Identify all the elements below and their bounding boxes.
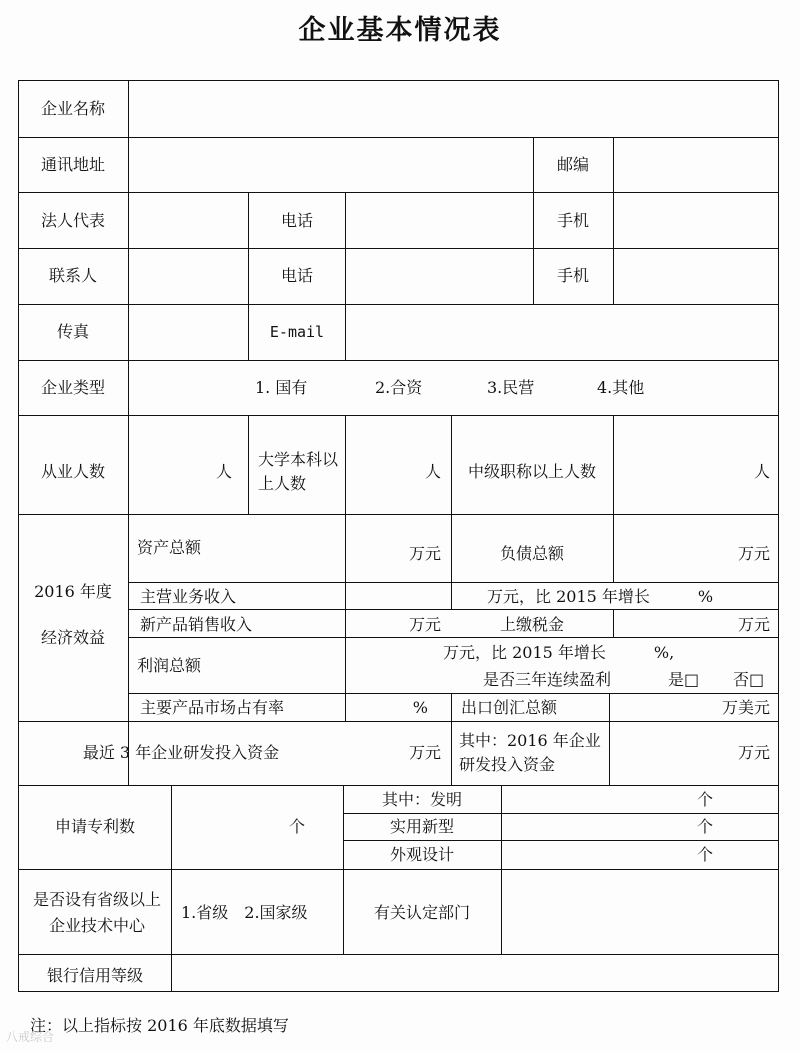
person-unit: 人 bbox=[753, 462, 770, 481]
col-divider bbox=[345, 415, 346, 514]
contact-mobile-field[interactable] bbox=[615, 250, 777, 303]
row-divider bbox=[18, 415, 779, 416]
col-divider bbox=[501, 785, 502, 954]
contact-phone-field[interactable] bbox=[347, 250, 532, 303]
row-divider bbox=[343, 840, 779, 841]
wanyuan-unit: 万元 bbox=[737, 544, 770, 563]
watermark: 八戒综合 bbox=[6, 1030, 55, 1044]
profit-3yr-label: 是否三年连续盈利 bbox=[483, 670, 612, 689]
col-divider bbox=[451, 693, 452, 785]
phone-label: 电话 bbox=[280, 266, 314, 285]
col-divider bbox=[248, 415, 249, 514]
bank-credit-field[interactable] bbox=[173, 956, 777, 990]
count-unit: 个 bbox=[696, 817, 714, 836]
profit-growth: 万元，比 2015 年增长 %, bbox=[443, 643, 675, 662]
mid-title-label: 中级职称以上人数 bbox=[467, 462, 597, 481]
person-unit: 人 bbox=[215, 462, 232, 481]
col-divider bbox=[609, 693, 610, 785]
company-type-label: 企业类型 bbox=[40, 378, 106, 397]
year-label: 2016 年度 bbox=[34, 582, 112, 601]
email-field[interactable] bbox=[347, 306, 777, 359]
address-label: 通讯地址 bbox=[40, 155, 106, 174]
count-unit: 个 bbox=[696, 845, 714, 864]
type-option-private[interactable]: 3.民营 bbox=[487, 378, 535, 397]
wanyuan-unit: 万元 bbox=[408, 544, 441, 563]
col-divider bbox=[613, 514, 614, 582]
email-label: E-mail bbox=[269, 323, 325, 341]
row-divider bbox=[128, 637, 779, 638]
col-divider bbox=[613, 415, 614, 514]
postcode-label: 邮编 bbox=[556, 155, 590, 174]
phone-label: 电话 bbox=[280, 211, 314, 230]
main-revenue-growth: 万元，比 2015 年增长 % bbox=[487, 587, 714, 606]
patent-invention-label: 其中：发明 bbox=[381, 790, 463, 809]
col-divider bbox=[533, 192, 534, 304]
col-divider bbox=[451, 415, 452, 609]
person-unit: 人 bbox=[424, 462, 441, 481]
percent-unit: % bbox=[412, 698, 428, 717]
total-liabilities-label: 负债总额 bbox=[499, 544, 565, 563]
row-divider bbox=[128, 609, 779, 610]
tech-center-label: 是否设有省级以上企业技术中心 bbox=[32, 890, 161, 935]
contact-field[interactable] bbox=[130, 250, 247, 303]
wan-usd-unit: 万美元 bbox=[721, 698, 770, 717]
col-divider bbox=[533, 137, 534, 192]
row-divider bbox=[18, 514, 779, 515]
bank-credit-label: 银行信用等级 bbox=[46, 966, 144, 985]
main-revenue-label: 主营业务收入 bbox=[140, 587, 237, 606]
row-divider bbox=[18, 721, 779, 722]
address-field[interactable] bbox=[130, 139, 532, 191]
yes-checkbox[interactable]: 是□ bbox=[668, 670, 700, 689]
legal-rep-label: 法人代表 bbox=[40, 211, 106, 230]
patent-label: 申请专利数 bbox=[54, 817, 136, 836]
type-option-other[interactable]: 4.其他 bbox=[597, 378, 645, 397]
cert-dept-label: 有关认定部门 bbox=[373, 903, 471, 922]
postcode-field[interactable] bbox=[615, 139, 777, 191]
col-divider bbox=[613, 609, 614, 637]
staff-label: 从业人数 bbox=[40, 462, 106, 481]
contact-label: 联系人 bbox=[48, 266, 98, 285]
benefit-label: 经济效益 bbox=[40, 628, 106, 647]
rd-2016-label: 其中：2016 年企业研发投入资金 bbox=[459, 731, 601, 774]
profit-total-label: 利润总额 bbox=[137, 656, 202, 675]
patent-utility-label: 实用新型 bbox=[389, 817, 455, 836]
mobile-label: 手机 bbox=[556, 211, 590, 230]
col-divider bbox=[345, 514, 346, 721]
row-divider bbox=[18, 869, 779, 870]
mobile-label: 手机 bbox=[556, 266, 590, 285]
form-title: 企业基本情况表 bbox=[298, 15, 502, 46]
patent-design-label: 外观设计 bbox=[389, 845, 455, 864]
wanyuan-unit: 万元 bbox=[737, 743, 770, 762]
no-checkbox[interactable]: 否□ bbox=[733, 670, 765, 689]
new-product-sales-label: 新产品销售收入 bbox=[140, 615, 253, 634]
row-divider bbox=[343, 813, 779, 814]
count-unit: 个 bbox=[696, 790, 714, 809]
wanyuan-unit: 万元 bbox=[737, 615, 770, 634]
legal-rep-mobile-field[interactable] bbox=[615, 194, 777, 247]
fax-label: 传真 bbox=[56, 322, 90, 341]
tech-level-options[interactable]: 1.省级 2.国家级 bbox=[181, 903, 308, 922]
market-share-label: 主要产品市场占有率 bbox=[140, 698, 285, 717]
row-divider bbox=[18, 360, 779, 361]
type-option-joint[interactable]: 2.合资 bbox=[375, 378, 423, 397]
row-divider bbox=[128, 582, 779, 583]
legal-rep-phone-field[interactable] bbox=[347, 194, 532, 247]
export-label: 出口创汇总额 bbox=[461, 698, 558, 717]
company-name-field[interactable] bbox=[130, 82, 777, 136]
col-divider bbox=[248, 192, 249, 360]
tax-label: 上缴税金 bbox=[499, 615, 565, 634]
fax-field[interactable] bbox=[130, 306, 247, 359]
legal-rep-field[interactable] bbox=[130, 194, 247, 247]
wanyuan-unit: 万元 bbox=[408, 743, 441, 762]
row-divider bbox=[18, 785, 779, 786]
row-divider bbox=[128, 693, 779, 694]
total-assets-label: 资产总额 bbox=[137, 538, 202, 557]
count-unit: 个 bbox=[288, 817, 306, 836]
col-divider bbox=[343, 785, 344, 954]
company-name-label: 企业名称 bbox=[40, 99, 106, 118]
rd-3yr-label: 最近 3 年企业研发投入资金 bbox=[82, 743, 280, 762]
type-option-state[interactable]: 1. 国有 bbox=[255, 378, 308, 397]
wanyuan-unit: 万元 bbox=[408, 615, 441, 634]
footnote: 注：以上指标按 2016 年底数据填写 bbox=[30, 1016, 289, 1035]
degree-label: 大学本科以上人数 bbox=[258, 450, 339, 493]
